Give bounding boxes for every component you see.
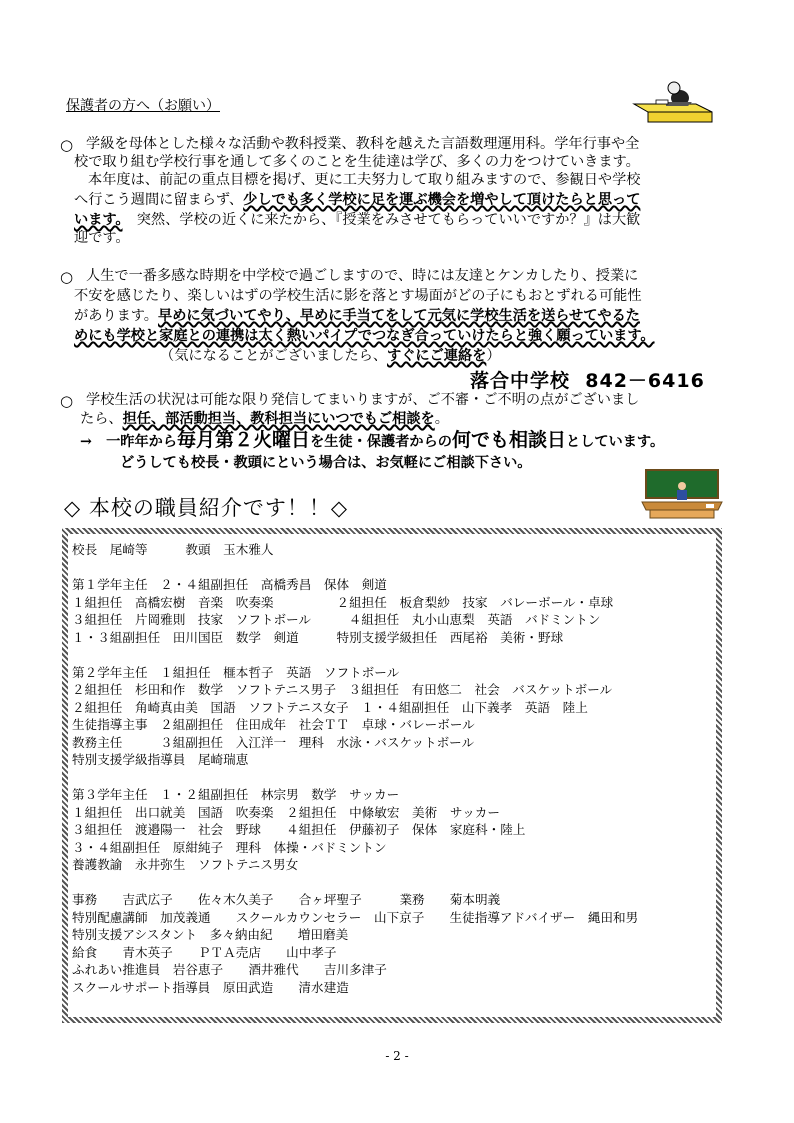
staff-line: ふれあい推進員 岩谷恵子 酒井雅代 吉川多津子 — [72, 962, 387, 977]
staff-line: １組担任 出口就美 国語 吹奏楽 ２組担任 中條敏宏 美術 サッカー — [72, 804, 500, 820]
section2-line5 — [160, 348, 501, 366]
section1-line5-emphasis: います。 — [74, 212, 123, 228]
section2-line3-emphasis: 早めに気づいてやり、早めに手当てをして元気に学校生活を送らせてやるた — [158, 308, 640, 324]
section2-line2: 不安を感じたり、楽しいはずの学校生活に影を落とす場面がどの子にもおとずれる可能性 — [74, 288, 642, 304]
bullet-circle: ○ — [60, 268, 74, 286]
staff-line: 教務主任 ３組副担任 入江洋一 理科 水泳・バスケットボール — [72, 734, 475, 750]
staff-list — [72, 541, 638, 996]
staff-line: ２組担任 杉田和作 数学 ソフトテニス男子 ３組担任 有田悠二 社会 バスケットボール — [72, 682, 613, 697]
section1-line3: 本年度は、前記の重点目標を掲げ、更に工夫努力して取り組みますので、参観日や学校 — [88, 172, 641, 188]
staff-line: 特別支援学級指導員 尾崎瑞恵 — [72, 752, 249, 767]
section3-line2 — [80, 411, 449, 429]
section2-line4 — [74, 328, 655, 346]
arrow-icon: → — [80, 434, 92, 450]
school-name: 落合中学校 — [470, 370, 571, 392]
section2-line5-emphasis: すぐにご連絡を — [387, 348, 487, 364]
section3-line3-c: としています。 — [565, 434, 665, 450]
section2-line5-plain: （気になることがございましたら、 — [160, 348, 388, 364]
school-contact — [470, 366, 705, 393]
staff-line — [72, 874, 638, 892]
staff-line — [72, 769, 638, 787]
staff-line — [72, 646, 638, 664]
page-number: - 2 - — [385, 1049, 409, 1063]
school-phone: 842－6416 — [585, 370, 705, 392]
section1-line4-plain: へ行こう週間に留まらず、 — [74, 192, 244, 208]
staff-line: スクールサポート指導員 原田武造 清水建造 — [72, 979, 349, 995]
staff-line: 生徒指導主事 ２組副担任 住田成年 社会ＴＴ 卓球・バレーボール — [72, 717, 475, 732]
staff-line: ３組担任 片岡雅則 技家 ソフトボール ４組担任 丸小山恵梨 英語 バドミントン — [72, 612, 601, 627]
section2-line3 — [74, 308, 640, 326]
section1-line4 — [74, 192, 640, 210]
staff-line: 第３学年主任 １・２組副担任 林宗男 数学 サッカー — [72, 787, 400, 802]
staff-line — [72, 559, 638, 577]
section1-line5 — [74, 212, 640, 230]
staff-line: １・３組副担任 田川国臣 数学 剣道 特別支援学級担任 西尾裕 美術・野球 — [72, 629, 564, 645]
section1-line1: 学級を母体とした様々な活動や教科授業、教科を越えた言語数理運用科。学年行事や全 — [86, 136, 640, 152]
section3-line3-b: を生徒・保護者からの — [310, 434, 452, 450]
staff-line: 第２学年主任 １組担任 榧本哲子 英語 ソフトボール — [72, 664, 400, 680]
section1-line6: 迎です。 — [74, 230, 130, 246]
section2-line5-end: ） — [486, 348, 501, 364]
classroom-illustration — [640, 466, 724, 520]
section3-line2-plain: たら、 — [80, 411, 123, 427]
section3-line1: 学校生活の状況は可能な限り発信してまいりますが、ご不審・ご不明の点がございまし — [86, 392, 640, 408]
consult-day-highlight: 毎月第２火曜日 — [177, 429, 311, 451]
section1-line4-emphasis: 少しでも多く学校に足を運ぶ機会を増やして頂けたらと思って — [243, 192, 641, 208]
bullet-circle: ○ — [60, 136, 74, 154]
staff-line: １組担任 高橋宏樹 音楽 吹奏楽 ２組担任 板倉梨紗 技家 バレーボール・卓球 — [72, 594, 614, 610]
desk-person-illustration — [626, 76, 718, 126]
staff-line: 事務 吉武広子 佐々木久美子 合ヶ坪聖子 業務 菊本明義 — [72, 892, 501, 907]
staff-line: ２組担任 角崎真由美 国語 ソフトテニス女子 １・４組副担任 山下義孝 英語 陸上 — [72, 699, 588, 715]
section3-line2-emphasis: 担任、部活動担当、教科担当にいつでもご相談を — [122, 411, 435, 427]
staff-line: 給食 青木英子 ＰＴＡ売店 山中孝子 — [72, 944, 337, 960]
section3-line2-end: 。 — [434, 411, 449, 427]
staff-section-title: ◇ 本校の職員紹介です！！◇ — [64, 496, 348, 520]
section3-line4: どうしても校長・教頭にという場合は、お気軽にご相談下さい。 — [120, 455, 532, 471]
page-heading: 保護者の方へ（お願い） — [66, 98, 220, 114]
staff-line: ３組担任 渡邉陽一 社会 野球 ４組担任 伊藤初子 保体 家庭科・陸上 — [72, 822, 526, 837]
section3-line3 — [80, 429, 665, 452]
staff-line: 養護教諭 永井弥生 ソフトテニス男女 — [72, 857, 299, 872]
section2-line1: 人生で一番多感な時期を中学校で過ごしますので、時には友達とケンカしたり、授業に — [86, 268, 639, 284]
staff-line: ３・４組副担任 原紺純子 理科 体操・バドミントン — [72, 839, 387, 855]
staff-line: 特別配慮講師 加茂義通 スクールカウンセラー 山下京子 生徒指導アドバイザー 縄田和男 — [72, 909, 639, 925]
section1-line2: 校で取り組む学校行事を通して多くのことを生徒達は学び、多くの力をつけていきます。 — [74, 154, 640, 170]
staff-line: 第１学年主任 ２・４組副担任 高橋秀昌 保体 剣道 — [72, 577, 387, 592]
bullet-circle: ○ — [60, 392, 74, 410]
section2-line4-emphasis: めにも学校と家庭との連携は太く熱いパイプでつなぎ合っていけたらと強く願っています。 — [74, 328, 655, 344]
staff-line: 校長 尾崎等 教頭 玉木雅人 — [72, 542, 274, 557]
staff-line: 特別支援アシスタント 多々納由紀 増田磨美 — [72, 927, 349, 942]
section3-line3-a: 一昨年から — [106, 434, 178, 450]
section2-line3-plain: があります。 — [74, 308, 158, 324]
section1-line5-plain: 突然、学校の近くに来たから、『授業をみさせてもらっていいですか？』は大歓 — [136, 212, 641, 228]
consult-name-highlight: 何でも相談日 — [451, 429, 566, 451]
